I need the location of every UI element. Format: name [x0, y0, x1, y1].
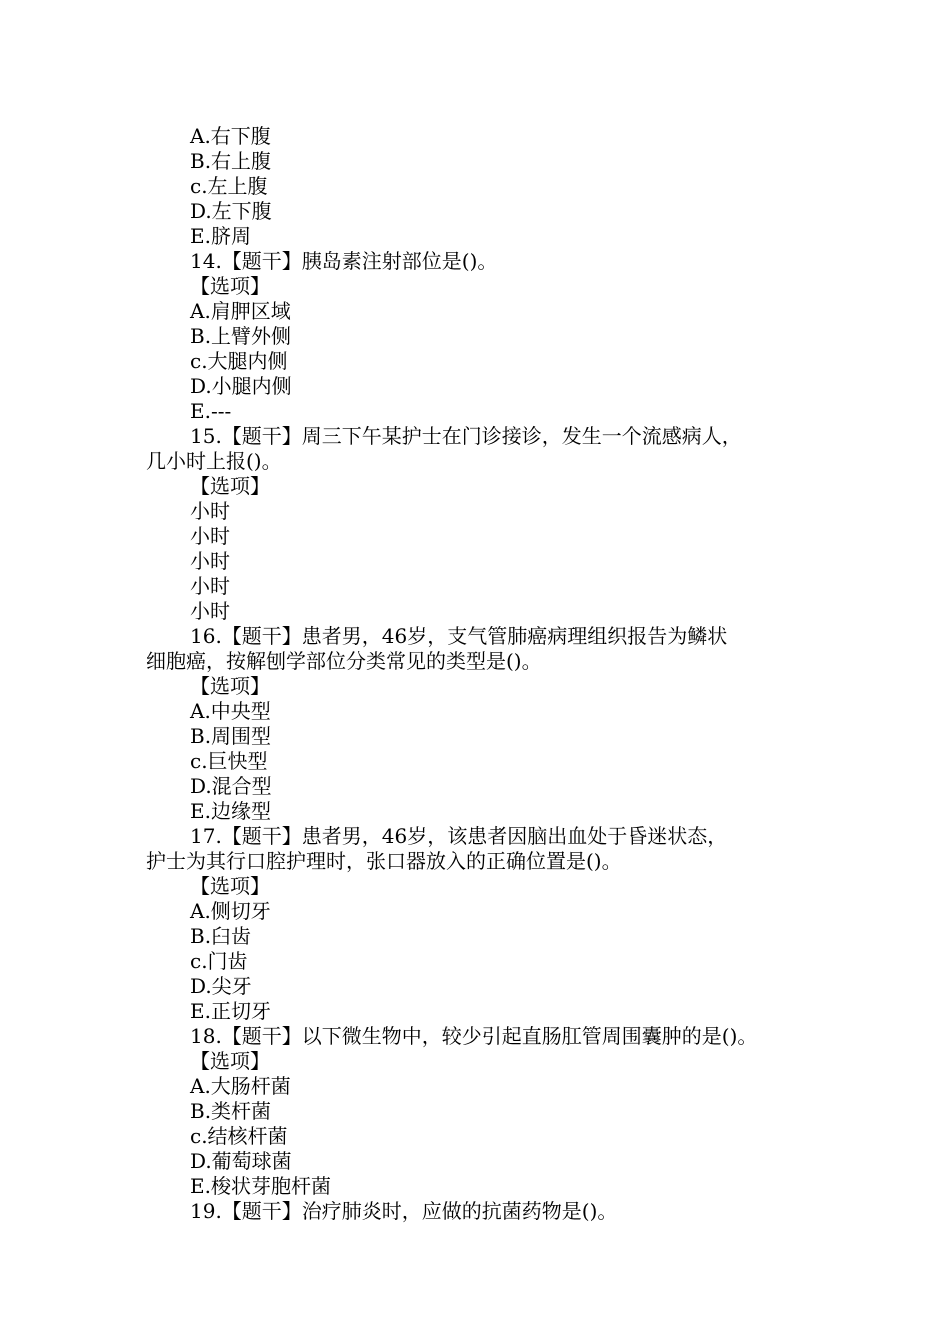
option-line: B.上臂外侧 [190, 324, 292, 348]
option-line: 小时 [190, 549, 230, 573]
option-line: D.小腿内侧 [190, 374, 292, 398]
question-stem: 16.【题干】患者男，46岁，支气管肺癌病理组织报告为鳞状 [190, 624, 728, 648]
option-line: B.周围型 [190, 724, 272, 748]
option-line: A.侧切牙 [190, 899, 271, 923]
question-stem: 18.【题干】以下微生物中，较少引起直肠肛管周围囊肿的是()。 [190, 1024, 758, 1048]
option-line: B.右上腹 [190, 149, 272, 173]
option-line: A.右下腹 [190, 124, 271, 148]
option-line: c.结核杆菌 [190, 1124, 288, 1148]
option-line: c.大腿内侧 [190, 349, 288, 373]
options-heading: 【选项】 [190, 674, 270, 698]
question-stem-continuation: 几小时上报()。 [146, 449, 282, 473]
question-stem-continuation: 细胞癌，按解刨学部位分类常见的类型是()。 [146, 649, 542, 673]
option-line: E.脐周 [190, 224, 251, 248]
option-line: A.中央型 [190, 699, 271, 723]
option-line: D.葡萄球菌 [190, 1149, 292, 1173]
option-line: E.--- [190, 399, 232, 423]
option-line: B.臼齿 [190, 924, 252, 948]
options-heading: 【选项】 [190, 474, 270, 498]
option-line: D.混合型 [190, 774, 272, 798]
options-heading: 【选项】 [190, 274, 270, 298]
question-stem: 14.【题干】胰岛素注射部位是()。 [190, 249, 498, 273]
question-stem-continuation: 护士为其行口腔护理时，张口器放入的正确位置是()。 [146, 849, 622, 873]
option-line: 小时 [190, 499, 230, 523]
option-line: B.类杆菌 [190, 1099, 272, 1123]
option-line: A.大肠杆菌 [190, 1074, 291, 1098]
options-heading: 【选项】 [190, 874, 270, 898]
option-line: E.正切牙 [190, 999, 271, 1023]
option-line: c.左上腹 [190, 174, 268, 198]
option-line: D.左下腹 [190, 199, 272, 223]
option-line: c.门齿 [190, 949, 248, 973]
option-line: E.梭状芽胞杆菌 [190, 1174, 331, 1198]
option-line: D.尖牙 [190, 974, 252, 998]
option-line: E.边缘型 [190, 799, 271, 823]
options-heading: 【选项】 [190, 1049, 270, 1073]
option-line: c.巨快型 [190, 749, 268, 773]
question-stem: 19.【题干】治疗肺炎时，应做的抗菌药物是()。 [190, 1199, 618, 1223]
option-line: 小时 [190, 599, 230, 623]
option-line: 小时 [190, 574, 230, 598]
option-line: A.肩胛区域 [190, 299, 291, 323]
option-line: 小时 [190, 524, 230, 548]
question-stem: 15.【题干】周三下午某护士在门诊接诊，发生一个流感病人， [190, 424, 742, 448]
question-stem: 17.【题干】患者男，46岁，该患者因脑出血处于昏迷状态， [190, 824, 728, 848]
